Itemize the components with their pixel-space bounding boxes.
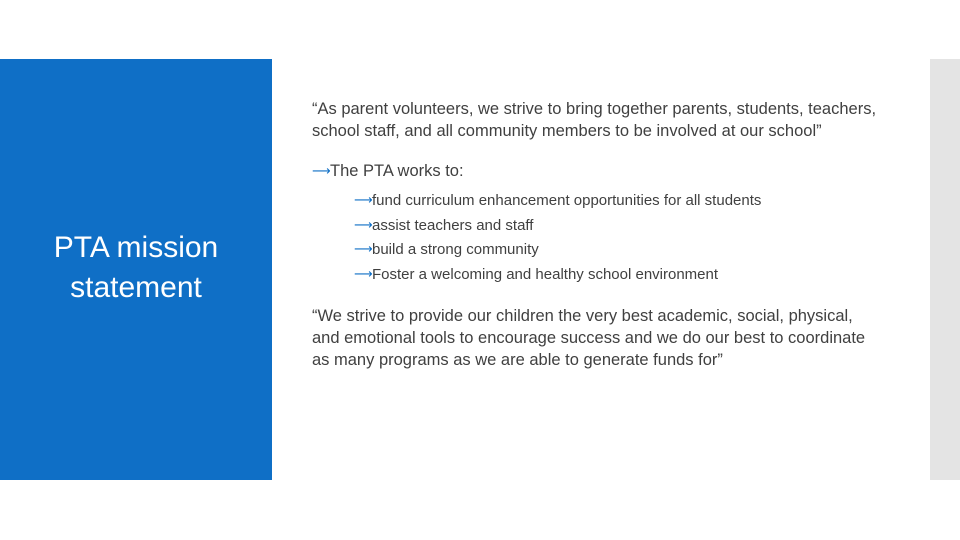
content-area <box>312 98 892 371</box>
arrow-bullet-icon: ⟶ <box>354 216 373 232</box>
arrow-bullet-icon: ⟶ <box>354 241 373 256</box>
arrow-bullet-icon: ⟶ <box>354 265 373 281</box>
works-to-heading: The PTA works to: <box>330 162 464 180</box>
list-item <box>354 189 892 214</box>
mission-quote: “As parent volunteers, we strive to bring together parents, students, teachers, school staff, and all community members to be involved at our school” <box>312 100 877 140</box>
works-to-list <box>354 189 892 287</box>
list-item-text: fund curriculum enhancement opportunities for all students <box>372 192 762 209</box>
side-strip <box>930 59 960 480</box>
arrow-bullet-icon: ⟶ <box>354 192 373 207</box>
arrow-bullet-icon: ⟶ <box>312 163 331 178</box>
works-to-bullet <box>312 160 892 183</box>
list-item <box>354 238 892 263</box>
slide-title: PTA mission statement <box>53 231 219 304</box>
goals-quote: “We strive to provide our children the very best academic, social, physical, and emotional tools to encourage success and we do our best to coordinate as many programs as we are able to generate funds for” <box>312 307 866 369</box>
list-item-text: Foster a welcoming and healthy school environment <box>372 265 719 283</box>
list-item <box>354 214 892 239</box>
list-item-text: assist teachers and staff <box>372 216 534 234</box>
list-item-text: build a strong community <box>372 241 539 258</box>
list-item <box>354 263 892 288</box>
